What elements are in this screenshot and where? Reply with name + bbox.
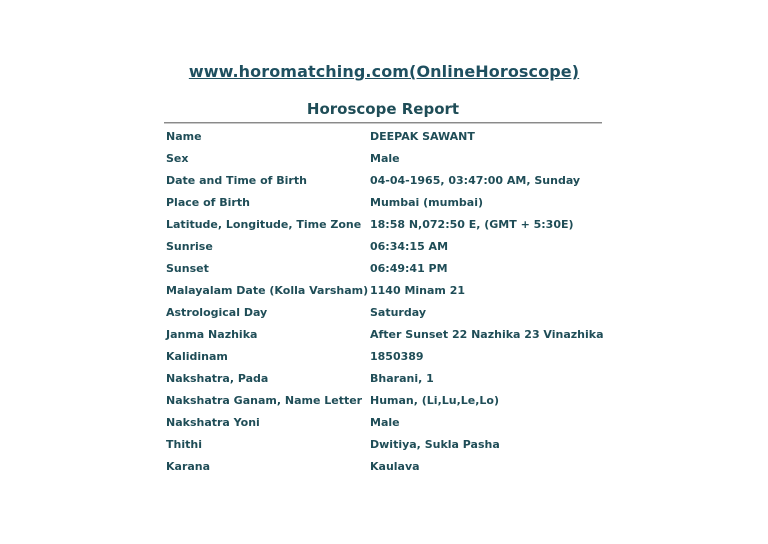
report-table [166, 124, 606, 476]
report-row-nakshatra-pada [166, 366, 606, 388]
report-row-kalidinam [166, 344, 606, 366]
row-label: Astrological Day [166, 306, 268, 319]
row-label: Nakshatra Ganam, Name Letter [166, 394, 363, 407]
report-row-sex [166, 146, 606, 168]
row-value: DEEPAK SAWANT [370, 130, 475, 143]
row-label: Sunrise [166, 240, 213, 253]
row-value: Male [370, 416, 400, 429]
report-row-astrological-day [166, 300, 606, 322]
row-value: 1850389 [370, 350, 424, 363]
row-value: Dwitiya, Sukla Pasha [370, 438, 500, 451]
row-value: Kaulava [370, 460, 420, 473]
row-label: Thithi [166, 438, 202, 451]
row-label: Janma Nazhika [166, 328, 258, 341]
row-value: Male [370, 152, 400, 165]
row-label: Name [166, 130, 202, 143]
row-value: Mumbai (mumbai) [370, 196, 484, 209]
row-label: Place of Birth [166, 196, 250, 209]
row-label: Nakshatra, Pada [166, 372, 269, 385]
row-value: After Sunset 22 Nazhika 23 Vinazhika [370, 328, 604, 341]
row-label: Latitude, Longitude, Time Zone [166, 218, 362, 231]
row-label: Malayalam Date (Kolla Varsham) [166, 284, 369, 297]
row-label: Sunset [166, 262, 209, 275]
report-row-nakshatra-yoni [166, 410, 606, 432]
report-row-karana [166, 454, 606, 476]
row-value: 18:58 N,072:50 E, (GMT + 5:30E) [370, 218, 574, 231]
row-value: Bharani, 1 [370, 372, 434, 385]
row-value: Human, (Li,Lu,Le,Lo) [370, 394, 500, 407]
report-row-birth-place [166, 190, 606, 212]
row-label: Date and Time of Birth [166, 174, 307, 187]
report-row-thithi [166, 432, 606, 454]
row-value: 04-04-1965, 03:47:00 AM, Sunday [370, 174, 581, 187]
report-row-sunrise [166, 234, 606, 256]
report-row-name [166, 124, 606, 146]
report-title: Horoscope Report [306, 100, 460, 118]
row-value: Saturday [370, 306, 426, 319]
row-value: 1140 Minam 21 [370, 284, 466, 297]
report-row-janma-nazhika [166, 322, 606, 344]
row-value: 06:49:41 PM [370, 262, 448, 275]
report-row-coordinates [166, 212, 606, 234]
report-row-sunset [166, 256, 606, 278]
row-label: Kalidinam [166, 350, 228, 363]
row-label: Sex [166, 152, 189, 165]
report-row-malayalam-date [166, 278, 606, 300]
row-label: Nakshatra Yoni [166, 416, 260, 429]
row-value: 06:34:15 AM [370, 240, 449, 253]
report-row-birth-datetime [166, 168, 606, 190]
row-label: Karana [166, 460, 211, 473]
site-link[interactable]: www.horomatching.com(OnlineHoroscope) [188, 62, 580, 81]
report-row-nakshatra-ganam [166, 388, 606, 410]
